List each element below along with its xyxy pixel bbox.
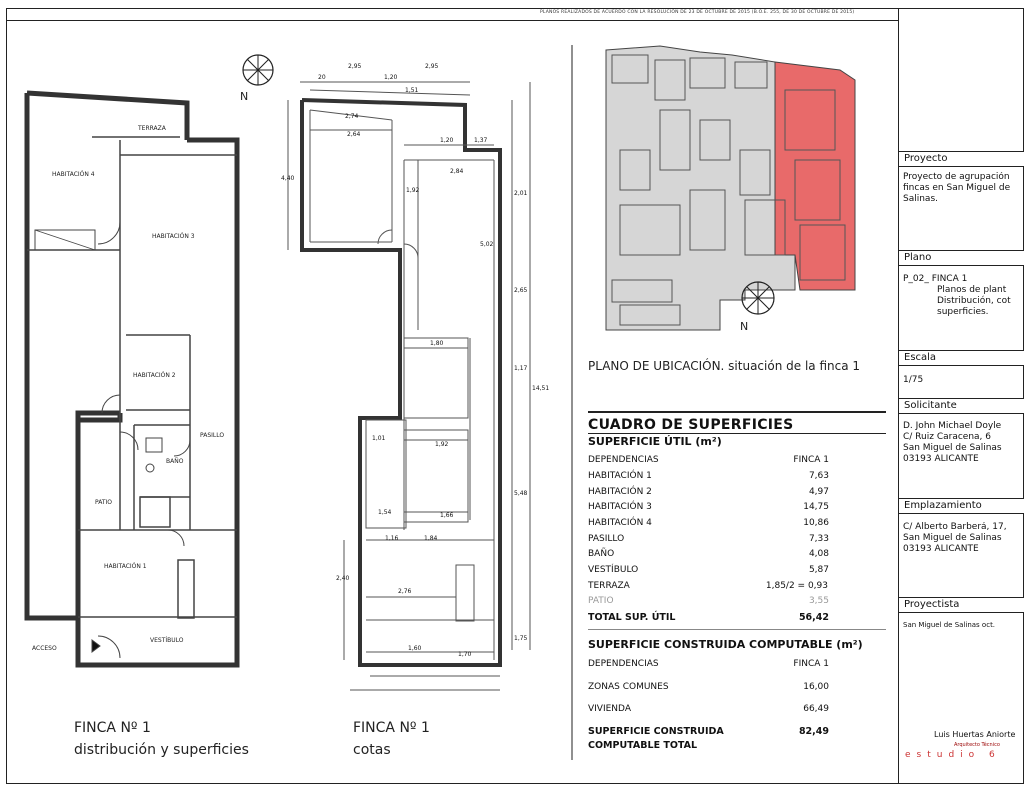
header-note: PLANOS REALIZADOS DE ACUERDO CON LA RESOLUCIÓN DE 23 DE OCTUBRE DE 2015 (B.O.E. 255, DE 30 DE OCTUBRE DE 2015) — [540, 10, 855, 15]
proyecto-line: fincas en San Miguel de — [903, 183, 1011, 193]
plano-line: Distribución, cot — [937, 296, 1011, 306]
const-section-title: SUPERFICIE CONSTRUIDA COMPUTABLE (m²) — [588, 638, 863, 651]
studio-logo: estudio 6 — [905, 750, 1001, 760]
util-row-value: 7,63 — [808, 471, 829, 481]
escala-value: 1/75 — [903, 375, 924, 385]
dim-7: 2,64 — [347, 131, 361, 138]
author-role: Arquitecto Técnico — [954, 742, 1000, 748]
room-habitacion-1: HABITACIÓN 1 — [104, 563, 147, 570]
const-row-name: VIVIENDA — [588, 704, 631, 714]
plano-label: Plano — [899, 250, 1024, 266]
const-row — [588, 704, 888, 717]
dim-26: 5,48 — [514, 490, 528, 497]
escala-label: Escala — [899, 350, 1024, 366]
emplazamiento-line: 03193 ALICANTE — [903, 544, 979, 554]
util-row-name: VESTÍBULO — [588, 565, 639, 575]
north-arrow-icon — [243, 55, 273, 85]
dim-18: 1,17 — [514, 365, 528, 372]
const-header-value: FINCA 1 — [793, 659, 829, 669]
solicitante-line: San Miguel de Salinas — [903, 443, 1002, 453]
util-row — [588, 518, 888, 531]
emplazamiento-text — [903, 522, 1024, 555]
dim-6: 2,74 — [345, 113, 359, 120]
dim-2: 2,95 — [425, 63, 439, 70]
author-name: Luis Huertas Aniorte — [934, 730, 1016, 739]
plan1-walls — [27, 93, 237, 665]
util-row-value: 7,33 — [808, 534, 829, 544]
cuadro-rule — [588, 629, 886, 630]
room-habitacion-3: HABITACIÓN 3 — [152, 233, 195, 240]
util-row — [588, 502, 888, 515]
util-row-name: HABITACIÓN 2 — [588, 487, 652, 497]
location-title: PLANO DE UBICACIÓN. situación de la finca 1 — [588, 359, 861, 373]
room-habitacion-2: HABITACIÓN 2 — [133, 372, 176, 379]
plan2-subtitle: cotas — [353, 742, 391, 758]
dim-25: 1,70 — [458, 651, 472, 658]
const-total-row-2 — [588, 740, 888, 753]
const-total-name-2: COMPUTABLE TOTAL — [588, 740, 698, 751]
plano-line: Planos de plant — [937, 285, 1007, 295]
util-section-title: SUPERFICIE ÚTIL (m²) — [588, 435, 722, 448]
util-row — [588, 565, 888, 578]
const-total-name-1: SUPERFICIE CONSTRUIDA — [588, 726, 724, 737]
proyecto-line: Salinas. — [903, 194, 938, 204]
util-row — [588, 534, 888, 547]
dim-1: 2,95 — [348, 63, 362, 70]
util-row-name: HABITACIÓN 4 — [588, 518, 652, 528]
cuadro-title-text: CUADRO DE SUPERFICIES — [588, 417, 794, 433]
dim-10: 2,84 — [450, 168, 464, 175]
util-row-name: PATIO — [588, 596, 614, 606]
dim-22: 1,66 — [440, 512, 454, 519]
location-map — [606, 46, 855, 330]
util-row-value: 3,55 — [808, 596, 829, 606]
util-row-name: PASILLO — [588, 534, 625, 544]
solicitante-line: D. John Michael Doyle — [903, 421, 1002, 431]
util-header-name: DEPENDENCIAS — [588, 455, 659, 465]
proyecto-text — [903, 172, 1024, 205]
const-header-name: DEPENDENCIAS — [588, 659, 659, 669]
plan1-inner-walls — [27, 137, 237, 618]
plano-line: P_02_ FINCA 1 — [903, 274, 968, 284]
solicitante-label: Solicitante — [899, 398, 1024, 414]
room-vestibulo: VESTÍBULO — [150, 637, 184, 644]
plan2-inner-lines — [288, 82, 530, 690]
dim-16: 2,65 — [514, 287, 528, 294]
dim-23: 2,76 — [398, 588, 412, 595]
north-label-2: N — [740, 320, 749, 333]
dim-30: 1,84 — [424, 535, 438, 542]
util-row — [588, 581, 888, 594]
dim-3: 20 — [318, 74, 326, 81]
util-total-name: TOTAL SUP. ÚTIL — [588, 612, 676, 623]
const-total-row — [588, 726, 888, 739]
dim-4: 1,20 — [384, 74, 398, 81]
const-row-value: 66,49 — [803, 704, 829, 714]
room-bano: BAÑO — [166, 458, 184, 465]
const-row-name: ZONAS COMUNES — [588, 682, 669, 692]
room-patio: PATIO — [95, 499, 113, 506]
plan1-title: FINCA Nº 1 — [74, 720, 151, 736]
util-row-name: TERRAZA — [588, 581, 630, 591]
emplazamiento-line: San Miguel de Salinas — [903, 533, 1002, 543]
dim-13: 5,02 — [480, 241, 494, 248]
util-row-name: HABITACIÓN 1 — [588, 471, 652, 481]
room-terraza: TERRAZA — [138, 125, 166, 132]
plano-line: superficies. — [937, 307, 989, 317]
proyectista-text: San Miguel de Salinas oct. — [903, 621, 996, 629]
util-row — [588, 471, 888, 484]
plan1-subtitle: distribución y superficies — [74, 742, 249, 758]
room-pasillo: PASILLO — [200, 432, 225, 439]
dim-12: 1,80 — [430, 340, 444, 347]
const-header-row — [588, 659, 888, 672]
util-row-value: 4,08 — [808, 549, 829, 559]
dim-17: 14,51 — [532, 385, 550, 392]
proyectista-label: Proyectista — [899, 597, 1024, 613]
util-row — [588, 549, 888, 562]
solicitante-text — [903, 421, 1024, 465]
acceso-label: ACCESO — [32, 645, 57, 652]
util-total-row — [588, 612, 888, 625]
util-header-value: FINCA 1 — [793, 455, 829, 465]
const-row — [588, 682, 888, 695]
dim-14: 1,92 — [406, 187, 420, 194]
plan2-title: FINCA Nº 1 — [353, 720, 430, 736]
dim-21: 1,92 — [435, 441, 449, 448]
solicitante-line: 03193 ALICANTE — [903, 454, 979, 464]
dim-27: 1,75 — [514, 635, 528, 642]
dim-5: 1,51 — [405, 87, 419, 94]
const-total-value: 82,49 — [798, 726, 829, 737]
dim-24: 1,60 — [408, 645, 422, 652]
dim-20: 1,54 — [378, 509, 392, 516]
const-row-value: 16,00 — [803, 682, 829, 692]
util-row-name: HABITACIÓN 3 — [588, 502, 652, 512]
util-row-value: 10,86 — [803, 518, 829, 528]
dim-28: 2,40 — [336, 575, 350, 582]
dim-8: 1,20 — [440, 137, 454, 144]
plan1-doors — [92, 222, 190, 658]
dim-19: 1,01 — [372, 435, 386, 442]
util-row-value: 5,87 — [808, 565, 829, 575]
proyecto-label: Proyecto — [899, 151, 1024, 167]
room-habitacion-4: HABITACIÓN 4 — [52, 171, 95, 178]
util-row-value: 4,97 — [808, 487, 829, 497]
util-row-name: BAÑO — [588, 549, 615, 559]
emplazamiento-line: C/ Alberto Barberá, 17, — [903, 522, 1007, 532]
north-label-1: N — [240, 90, 249, 103]
dim-29: 1,16 — [385, 535, 399, 542]
dim-15: 2,01 — [514, 190, 528, 197]
proyecto-line: Proyecto de agrupación — [903, 172, 1010, 182]
cuadro-title — [588, 411, 886, 434]
util-row — [588, 596, 888, 609]
util-row — [588, 487, 888, 500]
north-arrow-icon-2 — [742, 282, 774, 314]
solicitante-line: C/ Ruiz Caracena, 6 — [903, 432, 991, 442]
emplazamiento-label: Emplazamiento — [899, 498, 1024, 514]
dim-11: 4,40 — [281, 175, 295, 182]
util-total-value: 56,42 — [798, 612, 829, 623]
dim-9: 1,37 — [474, 137, 488, 144]
plano-text — [903, 274, 1024, 318]
util-row-value: 14,75 — [803, 502, 829, 512]
util-header-row — [588, 455, 888, 468]
util-row-calc: 1,85/2 = 0,93 — [765, 581, 828, 591]
